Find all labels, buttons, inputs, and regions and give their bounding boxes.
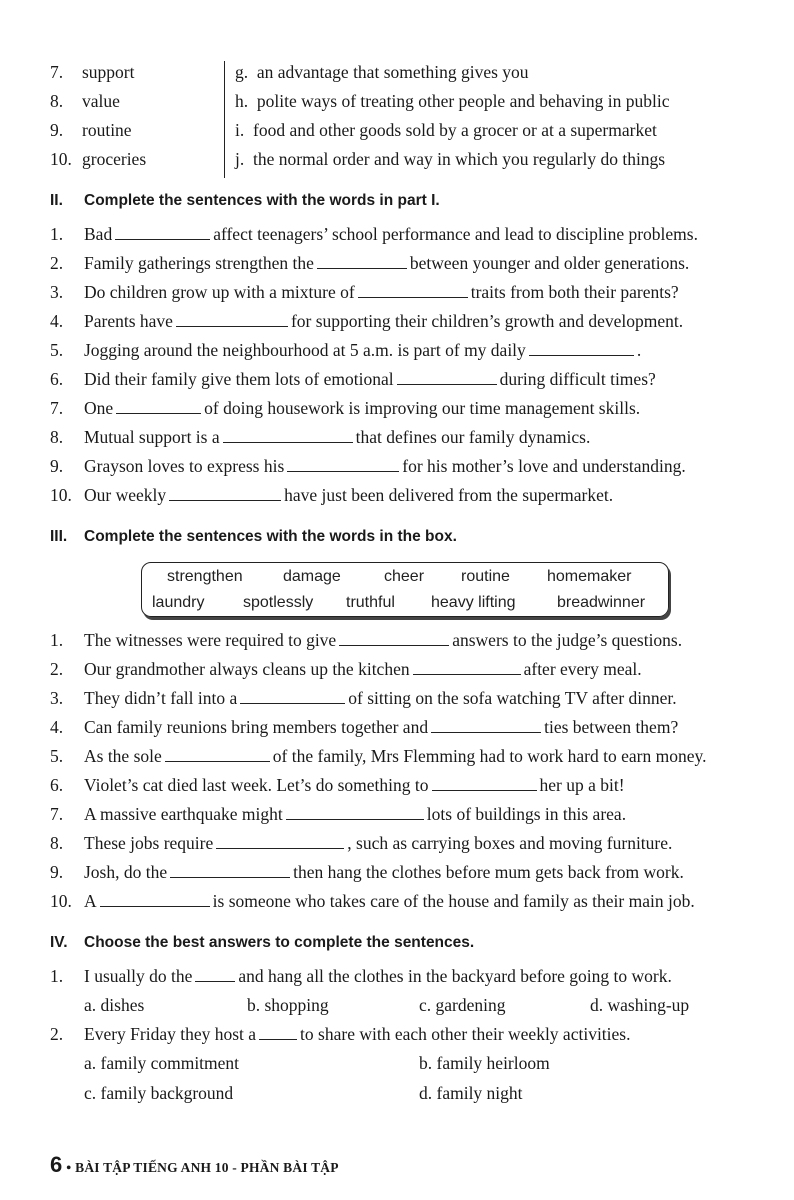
page-number: 6 [50,1152,63,1177]
item-number: 10. [50,149,72,169]
option-a[interactable]: a. family commitment [84,1053,240,1073]
sentence-row: 2. Our grandmother always cleans up the kitchen after every meal. [50,659,642,679]
answer-blank[interactable] [339,632,449,646]
matching-row [0,120,794,149]
sentence-row: 3. Do children grow up with a mixture of traits from both their parents? [50,282,679,302]
bullet-separator: • [66,1161,72,1176]
answer-blank[interactable] [240,690,345,704]
page-footer [50,1152,339,1178]
section-heading-iii: III. Complete the sentences with the words in the box. [50,528,457,545]
sentence-row: 10. A is someone who takes care of the house and family as their main job. [50,891,695,911]
question-row: 2. Every Friday they host a to share with each other their weekly activities. [50,1024,631,1044]
box-word: laundry [152,594,205,611]
box-word: homemaker [547,568,632,585]
answer-blank[interactable] [195,968,235,982]
sentence-row: 1. The witnesses were required to give answers to the judge’s questions. [50,630,683,650]
sentence-row: 7. One of doing housework is improving our time management skills. [50,398,641,418]
box-word: routine [461,568,510,585]
book-title: BÀI TẬP TIẾNG ANH 10 - PHẦN BÀI TẬP [75,1160,339,1175]
question-row: 1. I usually do the and hang all the clothes in the backyard before going to work. [50,966,672,986]
box-word: cheer [384,568,425,585]
box-word: breadwinner [557,594,646,611]
section-heading-ii: II. Complete the sentences with the words in part I. [50,192,440,209]
answer-blank[interactable] [286,806,424,820]
answer-blank[interactable] [223,429,353,443]
item-number: 8. [50,91,64,111]
matching-definition: i. food and other goods sold by a grocer or at a supermarket [235,120,657,140]
sentence-row: 1. Bad affect teenagers’ school performance and lead to discipline problems. [50,224,698,244]
answer-blank[interactable] [259,1026,297,1040]
answer-blank[interactable] [358,284,468,298]
box-word: strengthen [167,568,243,585]
option-b[interactable]: b. family heirloom [419,1053,550,1073]
option-a[interactable]: a. dishes [84,995,145,1015]
sentence-row: 8. These jobs require , such as carrying boxes and moving furniture. [50,833,673,853]
matching-row [0,62,794,91]
answer-blank[interactable] [529,342,634,356]
sentence-row: 5. As the sole of the family, Mrs Flemming had to work hard to earn money. [50,746,707,766]
matching-word: groceries [82,149,147,169]
box-word: damage [283,568,341,585]
sentence-row: 4. Can family reunions bring members together and ties between them? [50,717,679,737]
matching-definition: g. an advantage that something gives you [235,62,529,82]
option-d[interactable]: d. family night [419,1083,523,1103]
sentence-row: 6. Violet’s cat died last week. Let’s do something to her up a bit! [50,775,625,795]
sentence-row: 6. Did their family give them lots of emotional during difficult times? [50,369,656,389]
answer-blank[interactable] [116,400,201,414]
option-c[interactable]: c. gardening [419,995,506,1015]
matching-word: value [82,91,120,111]
answer-blank[interactable] [115,226,210,240]
answer-blank[interactable] [169,487,281,501]
option-d[interactable]: d. washing-up [590,995,690,1015]
word-box [141,562,669,617]
box-word: truthful [346,594,395,611]
matching-row [0,149,794,178]
sentence-row: 3. They didn’t fall into a of sitting on the sofa watching TV after dinner. [50,688,677,708]
answer-blank[interactable] [176,313,288,327]
answer-blank[interactable] [216,835,344,849]
answer-blank[interactable] [397,371,497,385]
sentence-row: 9. Grayson loves to express his for his mother’s love and understanding. [50,456,686,476]
sentence-row: 5. Jogging around the neighbourhood at 5 a.m. is part of my daily . [50,340,642,360]
option-b[interactable]: b. shopping [247,995,329,1015]
answer-blank[interactable] [413,661,521,675]
answer-blank[interactable] [287,458,399,472]
box-word: heavy lifting [431,594,516,611]
section-heading-iv: IV. Choose the best answers to complete the sentences. [50,934,475,951]
sentence-row: 8. Mutual support is a that defines our family dynamics. [50,427,591,447]
matching-word: routine [82,120,132,140]
sentence-row: 10. Our weekly have just been delivered from the supermarket. [50,485,614,505]
answer-blank[interactable] [317,255,407,269]
sentence-row: 7. A massive earthquake might lots of buildings in this area. [50,804,627,824]
sentence-row: 2. Family gatherings strengthen the between younger and older generations. [50,253,690,273]
sentence-row: 4. Parents have for supporting their children’s growth and development. [50,311,684,331]
answer-blank[interactable] [100,893,210,907]
answer-blank[interactable] [431,719,541,733]
item-number: 7. [50,62,64,82]
box-word: spotlessly [243,594,314,611]
answer-blank[interactable] [170,864,290,878]
answer-blank[interactable] [165,748,270,762]
matching-definition: h. polite ways of treating other people and behaving in public [235,91,670,111]
matching-word: support [82,62,135,82]
option-c[interactable]: c. family background [84,1083,234,1103]
sentence-row: 9. Josh, do the then hang the clothes before mum gets back from work. [50,862,684,882]
matching-definition: j. the normal order and way in which you regularly do things [235,149,666,169]
item-number: 9. [50,120,64,140]
matching-row [0,91,794,120]
answer-blank[interactable] [432,777,537,791]
